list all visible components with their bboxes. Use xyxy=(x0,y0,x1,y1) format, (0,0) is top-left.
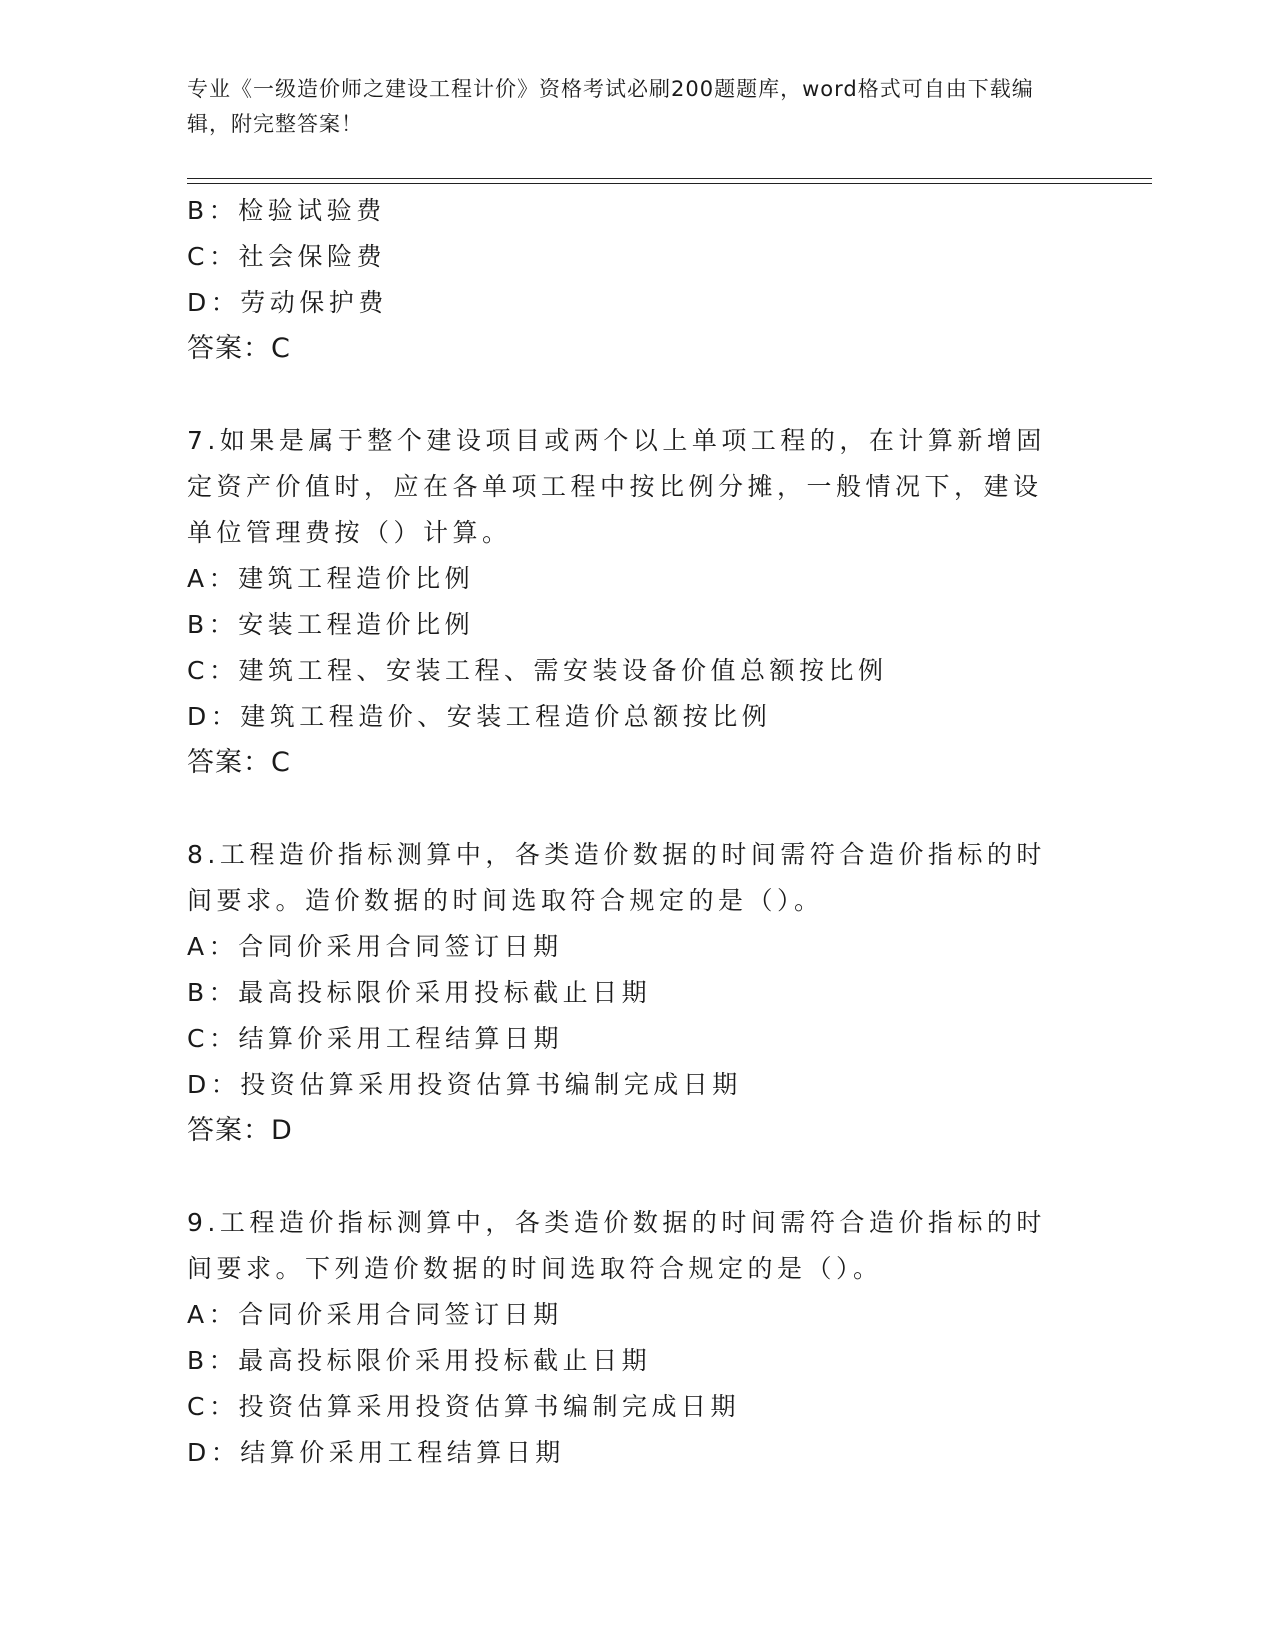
question-8 xyxy=(187,832,1067,1154)
question-7 xyxy=(187,418,1067,786)
answer-line: 答案：D xyxy=(187,1115,293,1146)
question-text: 9.工程造价指标测算中，各类造价数据的时间需符合造价指标的时间要求。下列造价数据的时间选取符合规定的是（）。 xyxy=(187,1208,1046,1283)
option-a: A：合同价采用合同签订日期 xyxy=(187,932,563,961)
option-d: D：投资估算采用投资估算书编制完成日期 xyxy=(187,1070,742,1099)
question-text: 7.如果是属于整个建设项目或两个以上单项工程的，在计算新增固定资产价值时，应在各单项工程中按比例分摊，一般情况下，建设单位管理费按（）计算。 xyxy=(187,426,1046,547)
option-d: D：劳动保护费 xyxy=(187,288,388,317)
question-6-partial xyxy=(187,188,1067,372)
option-c: C：建筑工程、安装工程、需安装设备价值总额按比例 xyxy=(187,656,888,685)
header-divider-thick xyxy=(187,183,1152,184)
option-c: C：结算价采用工程结算日期 xyxy=(187,1024,563,1053)
option-b: B：最高投标限价采用投标截止日期 xyxy=(187,1346,652,1375)
option-b: B：最高投标限价采用投标截止日期 xyxy=(187,978,652,1007)
answer-line: 答案：C xyxy=(187,747,291,778)
answer-line: 答案：C xyxy=(187,333,291,364)
option-c: C：投资估算采用投资估算书编制完成日期 xyxy=(187,1392,740,1421)
option-d: D：结算价采用工程结算日期 xyxy=(187,1438,565,1467)
header-divider-thin xyxy=(187,178,1152,179)
document-header: 专业《一级造价师之建设工程计价》资格考试必刷200题题库，word格式可自由下载编辑，附完整答案！ xyxy=(187,77,1034,136)
question-9 xyxy=(187,1200,1067,1476)
option-b: B：检验试验费 xyxy=(187,196,386,225)
document-body xyxy=(187,188,1067,1476)
option-c: C：社会保险费 xyxy=(187,242,386,271)
option-b: B：安装工程造价比例 xyxy=(187,610,475,639)
option-d: D：建筑工程造价、安装工程造价总额按比例 xyxy=(187,702,772,731)
option-a: A：合同价采用合同签订日期 xyxy=(187,1300,563,1329)
option-a: A：建筑工程造价比例 xyxy=(187,564,475,593)
question-text: 8.工程造价指标测算中，各类造价数据的时间需符合造价指标的时间要求。造价数据的时间选取符合规定的是（）。 xyxy=(187,840,1046,915)
